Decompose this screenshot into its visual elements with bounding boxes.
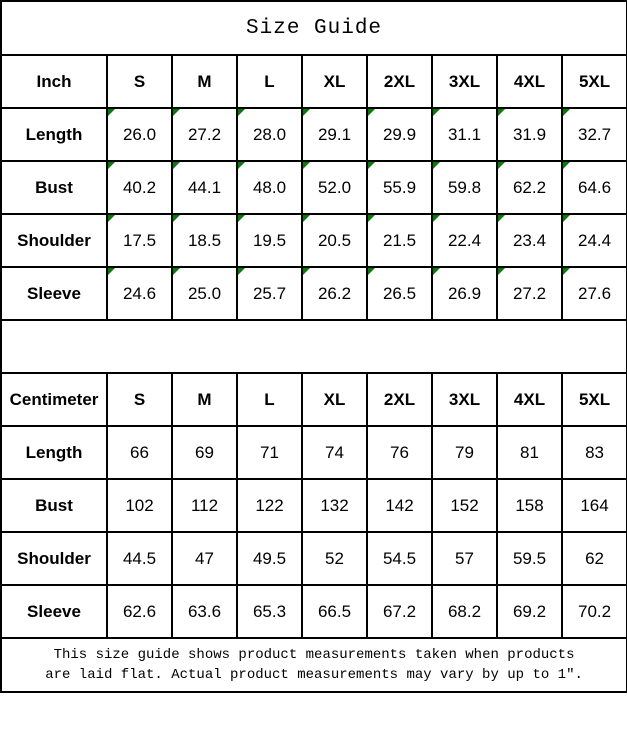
green-corner-marker-icon [433,162,440,169]
measurement-value: 29.9 [382,124,417,144]
measurement-cell [432,108,497,161]
measurement-cell: 65.3 [237,585,302,638]
row-label: Shoulder [1,532,107,585]
measurement-value: 44.1 [187,177,222,197]
measurement-cell [562,214,627,267]
measurement-cell [302,161,367,214]
green-corner-marker-icon [173,109,180,116]
measurement-cell [432,267,497,320]
footer-note-line2: are laid flat. Actual product measurements may vary by up to 1″. [45,667,583,683]
measurement-cell: 142 [367,479,432,532]
size-header-4xl: 4XL [497,373,562,426]
size-header-l: L [237,55,302,108]
measurement-value: 27.2 [512,283,547,303]
measurement-cell [237,161,302,214]
footer-note-line1: This size guide shows product measurements taken when products [53,646,575,663]
centimeter-bust-row [1,479,627,532]
measurement-cell [497,108,562,161]
measurement-cell: 102 [107,479,172,532]
footer-note [1,638,627,692]
measurement-cell: 83 [562,426,627,479]
measurement-value: 17.5 [122,230,157,250]
measurement-cell: 122 [237,479,302,532]
centimeter-length-row [1,426,627,479]
measurement-cell [497,267,562,320]
measurement-value: 64.6 [577,177,612,197]
measurement-cell [302,108,367,161]
measurement-cell: 47 [172,532,237,585]
measurement-cell: 52 [302,532,367,585]
green-corner-marker-icon [433,109,440,116]
measurement-value: 27.2 [187,124,222,144]
size-header-3xl: 3XL [432,55,497,108]
inch-unit-header: Inch [1,55,107,108]
inch-header-row [1,55,627,108]
measurement-cell [562,161,627,214]
measurement-value: 25.7 [252,283,287,303]
measurement-value: 22.4 [447,230,482,250]
measurement-cell: 66 [107,426,172,479]
size-header-m: M [172,373,237,426]
green-corner-marker-icon [433,268,440,275]
measurement-cell [172,214,237,267]
measurement-cell [562,108,627,161]
measurement-cell: 81 [497,426,562,479]
size-header-xl: XL [302,373,367,426]
measurement-cell: 74 [302,426,367,479]
measurement-cell: 68.2 [432,585,497,638]
measurement-cell: 71 [237,426,302,479]
measurement-value: 26.5 [382,283,417,303]
green-corner-marker-icon [498,109,505,116]
measurement-cell [172,267,237,320]
measurement-cell [237,108,302,161]
green-corner-marker-icon [108,215,115,222]
measurement-value: 62.2 [512,177,547,197]
spacer-row [1,320,627,373]
measurement-value: 25.0 [187,283,222,303]
measurement-cell: 44.5 [107,532,172,585]
green-corner-marker-icon [108,162,115,169]
page-title: Size Guide [1,1,627,55]
measurement-cell [107,267,172,320]
measurement-value: 19.5 [252,230,287,250]
measurement-value: 24.4 [577,230,612,250]
size-header-2xl: 2XL [367,373,432,426]
green-corner-marker-icon [303,109,310,116]
measurement-value: 24.6 [122,283,157,303]
size-header-5xl: 5XL [562,55,627,108]
size-header-2xl: 2XL [367,55,432,108]
measurement-value: 20.5 [317,230,352,250]
measurement-cell [237,214,302,267]
measurement-cell: 76 [367,426,432,479]
measurement-value: 31.9 [512,124,547,144]
size-header-5xl: 5XL [562,373,627,426]
size-header-4xl: 4XL [497,55,562,108]
measurement-value: 48.0 [252,177,287,197]
measurement-value: 26.2 [317,283,352,303]
green-corner-marker-icon [498,162,505,169]
green-corner-marker-icon [303,215,310,222]
size-header-l: L [237,373,302,426]
size-header-s: S [107,373,172,426]
inch-shoulder-row [1,214,627,267]
measurement-cell: 69.2 [497,585,562,638]
measurement-cell [237,267,302,320]
row-label: Bust [1,161,107,214]
measurement-value: 21.5 [382,230,417,250]
inch-length-row [1,108,627,161]
measurement-value: 31.1 [447,124,482,144]
measurement-cell: 62 [562,532,627,585]
centimeter-shoulder-row [1,532,627,585]
measurement-cell [367,108,432,161]
green-corner-marker-icon [238,215,245,222]
row-label: Sleeve [1,585,107,638]
measurement-value: 52.0 [317,177,352,197]
measurement-cell [172,161,237,214]
measurement-cell [107,108,172,161]
green-corner-marker-icon [498,268,505,275]
measurement-cell: 67.2 [367,585,432,638]
measurement-cell [172,108,237,161]
green-corner-marker-icon [238,268,245,275]
green-corner-marker-icon [238,162,245,169]
centimeter-sleeve-row [1,585,627,638]
measurement-cell: 59.5 [497,532,562,585]
measurement-cell [432,214,497,267]
green-corner-marker-icon [368,215,375,222]
measurement-cell: 57 [432,532,497,585]
centimeter-header-row [1,373,627,426]
green-corner-marker-icon [563,268,570,275]
green-corner-marker-icon [303,162,310,169]
row-label: Shoulder [1,214,107,267]
green-corner-marker-icon [303,268,310,275]
green-corner-marker-icon [108,109,115,116]
size-header-3xl: 3XL [432,373,497,426]
measurement-cell [107,214,172,267]
measurement-cell: 54.5 [367,532,432,585]
measurement-cell: 132 [302,479,367,532]
measurement-value: 32.7 [577,124,612,144]
measurement-cell: 66.5 [302,585,367,638]
measurement-cell [497,161,562,214]
measurement-cell: 164 [562,479,627,532]
size-header-s: S [107,55,172,108]
inch-bust-row [1,161,627,214]
centimeter-unit-header: Centimeter [1,373,107,426]
measurement-value: 28.0 [252,124,287,144]
measurement-cell [302,214,367,267]
row-label: Length [1,426,107,479]
row-label: Sleeve [1,267,107,320]
green-corner-marker-icon [368,109,375,116]
measurement-value: 59.8 [447,177,482,197]
measurement-value: 26.0 [122,124,157,144]
measurement-cell [367,267,432,320]
measurement-value: 40.2 [122,177,157,197]
green-corner-marker-icon [173,268,180,275]
measurement-value: 55.9 [382,177,417,197]
green-corner-marker-icon [108,268,115,275]
measurement-cell [302,267,367,320]
measurement-cell: 69 [172,426,237,479]
measurement-cell: 79 [432,426,497,479]
green-corner-marker-icon [173,162,180,169]
green-corner-marker-icon [563,162,570,169]
measurement-cell [107,161,172,214]
measurement-cell: 63.6 [172,585,237,638]
green-corner-marker-icon [498,215,505,222]
green-corner-marker-icon [368,162,375,169]
green-corner-marker-icon [173,215,180,222]
measurement-cell [367,214,432,267]
green-corner-marker-icon [433,215,440,222]
size-header-xl: XL [302,55,367,108]
measurement-value: 27.6 [577,283,612,303]
measurement-cell: 62.6 [107,585,172,638]
green-corner-marker-icon [238,109,245,116]
measurement-cell [432,161,497,214]
green-corner-marker-icon [368,268,375,275]
green-corner-marker-icon [563,215,570,222]
measurement-cell: 49.5 [237,532,302,585]
measurement-cell: 70.2 [562,585,627,638]
measurement-cell: 152 [432,479,497,532]
measurement-cell [497,214,562,267]
measurement-cell: 158 [497,479,562,532]
size-header-m: M [172,55,237,108]
inch-sleeve-row [1,267,627,320]
measurement-value: 29.1 [317,124,352,144]
row-label: Bust [1,479,107,532]
measurement-value: 26.9 [447,283,482,303]
green-corner-marker-icon [563,109,570,116]
measurement-cell [562,267,627,320]
measurement-value: 23.4 [512,230,547,250]
row-label: Length [1,108,107,161]
measurement-cell [367,161,432,214]
measurement-cell: 112 [172,479,237,532]
measurement-value: 18.5 [187,230,222,250]
